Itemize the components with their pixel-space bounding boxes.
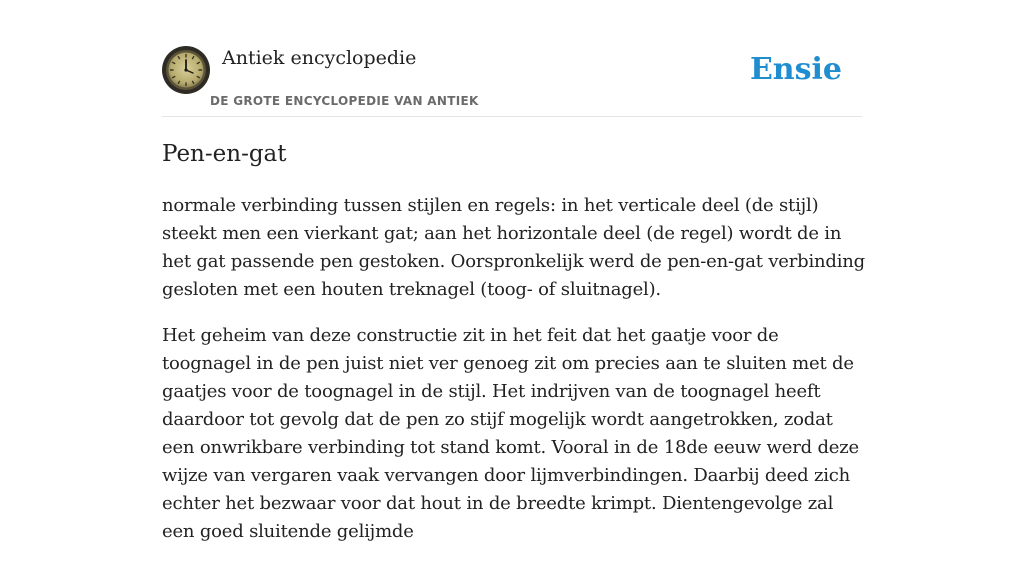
antique-clock-icon[interactable] <box>162 46 210 94</box>
article-paragraph: Het geheim van deze constructie zit in het feit dat het gaatje voor de toognagel in de pen juist niet ver genoeg zit om precies aan te sluiten met de gaatjes voor de toognagel in de stijl. Het indrijven van de toognagel heeft daardoor tot gevolg dat de pen zo stijf mogelijk wordt aangetrokken, zodat een onwrikbare verbinding tot stand komt. Vooral in de 18de eeuw werd deze wijze van vergaren vaak vervangen door lijmverbindingen. Daarbij deed zich echter het bezwaar voor dat hout in de breedte krimpt. Dientengevolge zal een goed sluitende gelijmde <box>162 325 859 542</box>
site-subtitle: DE GROTE ENCYCLOPEDIE VAN ANTIEK <box>210 94 479 108</box>
article-title: Pen-en-gat <box>162 141 287 167</box>
article-body <box>162 192 866 564</box>
brand-logo-link[interactable]: Ensie <box>749 52 842 87</box>
article-paragraph: normale verbinding tussen stijlen en regels: in het verticale deel (de stijl) steekt men een vierkant gat; aan het horizontale deel (de regel) wordt de in het gat passende pen gestoken. Oorspronkelijk werd de pen-en-gat verbinding gesloten met een houten treknagel (toog- of sluitnagel). <box>162 195 866 300</box>
site-title[interactable]: Antiek encyclopedie <box>222 47 417 69</box>
site-header <box>162 46 862 117</box>
